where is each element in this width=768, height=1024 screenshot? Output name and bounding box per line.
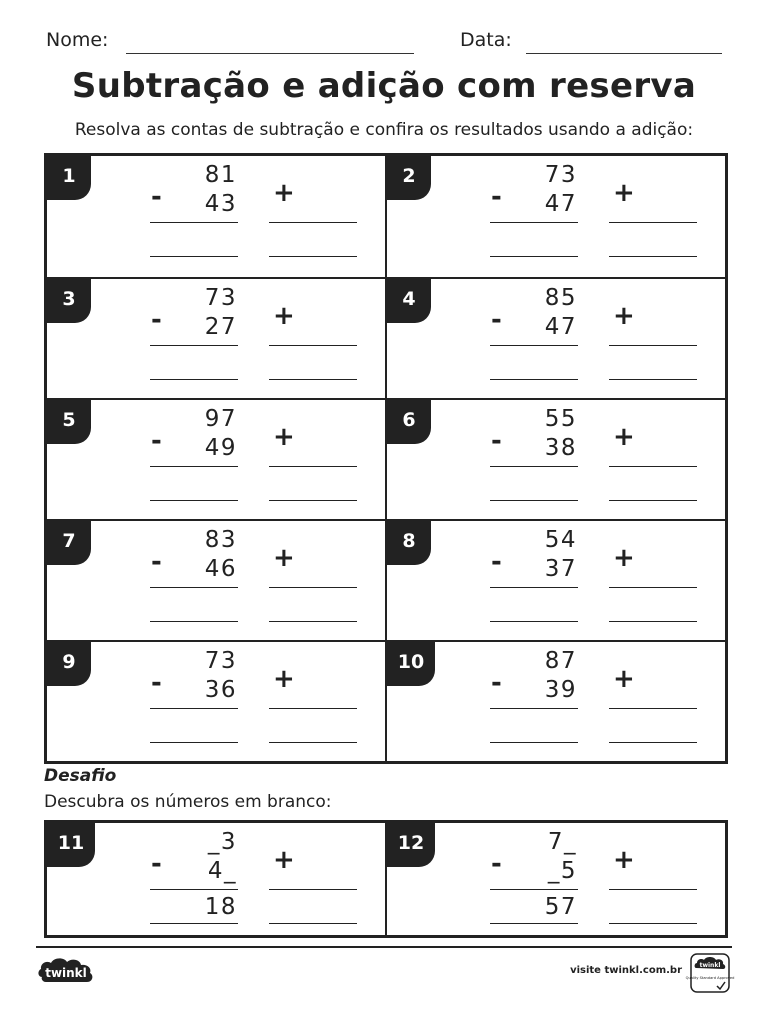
subtrahend: 36 [204,677,237,703]
subtraction-answer-line[interactable] [150,500,238,501]
problem-number: 4 [387,279,431,323]
problem-cell [47,521,385,640]
subtraction-answer-line[interactable] [490,500,578,501]
subtrahend-with-blank: 4_ [207,858,237,884]
minus-sign: - [151,182,162,212]
subtraction-answer-line[interactable] [150,621,238,622]
problem-number: 6 [387,400,431,444]
subtrahend: 39 [544,677,577,703]
subtrahend: 49 [204,435,237,461]
problem-row [47,277,725,398]
problem-row [47,640,725,761]
subtraction-rule [490,708,578,709]
subtraction-rule [490,222,578,223]
addition-line-1[interactable] [269,889,357,890]
minus-sign: - [491,305,502,335]
subtraction-answer-line[interactable] [150,256,238,257]
challenge-grid [44,820,728,938]
addition-line-1[interactable] [269,708,357,709]
minus-sign: - [151,305,162,335]
subtraction-rule [150,889,238,890]
subtraction-answer-line[interactable] [150,379,238,380]
problem-number: 5 [47,400,91,444]
quality-badge-icon [685,953,735,993]
addition-answer-line[interactable] [269,923,357,924]
addition-answer-line[interactable] [609,621,697,622]
addition-line-1[interactable] [269,222,357,223]
problem-row [47,519,725,640]
problem-row [47,823,725,935]
addition-line-1[interactable] [609,222,697,223]
problem-grid [44,153,728,764]
problem-cell [385,642,725,761]
problem-number: 10 [387,642,435,686]
addition-answer-line[interactable] [609,500,697,501]
problem-number: 9 [47,642,91,686]
addition-answer-line[interactable] [609,742,697,743]
logo-text: twinkl [45,966,87,980]
addition-answer-line[interactable] [269,500,357,501]
subtrahend: 38 [544,435,577,461]
subtraction-rule [150,708,238,709]
plus-sign: + [613,664,635,694]
badge-caption: Quality Standard Approved [685,976,735,980]
minus-sign: - [151,849,162,879]
addition-line-1[interactable] [609,466,697,467]
addition-answer-line[interactable] [269,621,357,622]
problem-number: 12 [387,823,435,867]
date-line[interactable] [526,53,722,54]
subtrahend: 47 [544,191,577,217]
result-rule [490,923,578,924]
problem-cell [47,642,385,761]
addition-answer-line[interactable] [269,379,357,380]
subtrahend-with-blank: _5 [547,858,577,884]
problem-cell [47,156,385,277]
minus-sign: - [491,668,502,698]
minuend: 83 [204,527,237,553]
subtrahend: 43 [204,191,237,217]
minuend: 55 [544,406,577,432]
subtrahend: 46 [204,556,237,582]
problem-cell [47,823,385,935]
addition-line-1[interactable] [609,889,697,890]
plus-sign: + [273,664,295,694]
subtrahend: 47 [544,314,577,340]
name-line[interactable] [126,53,414,54]
challenge-instructions: Descubra os números em branco: [44,792,332,812]
plus-sign: + [613,543,635,573]
addition-line-1[interactable] [269,466,357,467]
plus-sign: + [273,543,295,573]
plus-sign: + [613,178,635,208]
addition-answer-line[interactable] [269,256,357,257]
minus-sign: - [151,668,162,698]
addition-answer-line[interactable] [269,742,357,743]
minuend: 73 [204,648,237,674]
minuend: 73 [544,162,577,188]
problem-cell [385,279,725,398]
subtraction-rule [490,889,578,890]
addition-answer-line[interactable] [609,923,697,924]
problem-number: 7 [47,521,91,565]
subtraction-answer-line[interactable] [150,742,238,743]
footer-divider [36,946,732,948]
plus-sign: + [273,845,295,875]
minuend: 85 [544,285,577,311]
plus-sign: + [613,301,635,331]
problem-cell [385,823,725,935]
name-label: Nome: [46,29,109,51]
addition-line-1[interactable] [269,587,357,588]
problem-number: 11 [47,823,95,867]
problem-cell [47,279,385,398]
minus-sign: - [151,547,162,577]
minus-sign: - [491,182,502,212]
result-rule [150,923,238,924]
plus-sign: + [273,422,295,452]
subtraction-rule [150,222,238,223]
minuend: 97 [204,406,237,432]
minus-sign: - [491,547,502,577]
plus-sign: + [613,845,635,875]
problem-row [47,156,725,277]
subtrahend: 27 [204,314,237,340]
subtraction-rule [150,345,238,346]
subtraction-rule [490,466,578,467]
minuend: 73 [204,285,237,311]
subtrahend: 37 [544,556,577,582]
badge-logo-text: twinkl [699,962,721,969]
subtraction-rule [490,587,578,588]
subtraction-rule [150,466,238,467]
given-result: 18 [204,894,237,920]
addition-line-1[interactable] [609,708,697,709]
visit-website-link[interactable]: visite twinkl.com.br [570,965,682,976]
problem-number: 3 [47,279,91,323]
problem-number: 8 [387,521,431,565]
problem-cell [47,400,385,519]
instructions: Resolva as contas de subtração e confira os resultados usando a adição: [74,120,694,140]
date-label: Data: [460,29,512,51]
problem-cell [385,521,725,640]
problem-number: 1 [47,156,91,200]
subtraction-answer-line[interactable] [490,379,578,380]
minuend: 81 [204,162,237,188]
twinkl-logo-icon [36,955,98,987]
subtraction-answer-line[interactable] [490,742,578,743]
subtraction-answer-line[interactable] [490,621,578,622]
plus-sign: + [273,301,295,331]
given-result: 57 [544,894,577,920]
problem-cell [385,400,725,519]
minuend: 54 [544,527,577,553]
addition-answer-line[interactable] [609,379,697,380]
minus-sign: - [491,849,502,879]
minus-sign: - [491,426,502,456]
addition-answer-line[interactable] [609,256,697,257]
addition-line-1[interactable] [609,345,697,346]
minuend-with-blank: _3 [207,829,237,855]
addition-line-1[interactable] [609,587,697,588]
problem-row [47,398,725,519]
problem-number: 2 [387,156,431,200]
subtraction-rule [490,345,578,346]
minus-sign: - [151,426,162,456]
plus-sign: + [613,422,635,452]
problem-cell [385,156,725,277]
minuend-with-blank: 7_ [547,829,577,855]
plus-sign: + [273,178,295,208]
addition-line-1[interactable] [269,345,357,346]
minuend: 87 [544,648,577,674]
challenge-title: Desafio [44,766,117,786]
page-title: Subtração e adição com reserva [71,66,697,106]
subtraction-answer-line[interactable] [490,256,578,257]
subtraction-rule [150,587,238,588]
